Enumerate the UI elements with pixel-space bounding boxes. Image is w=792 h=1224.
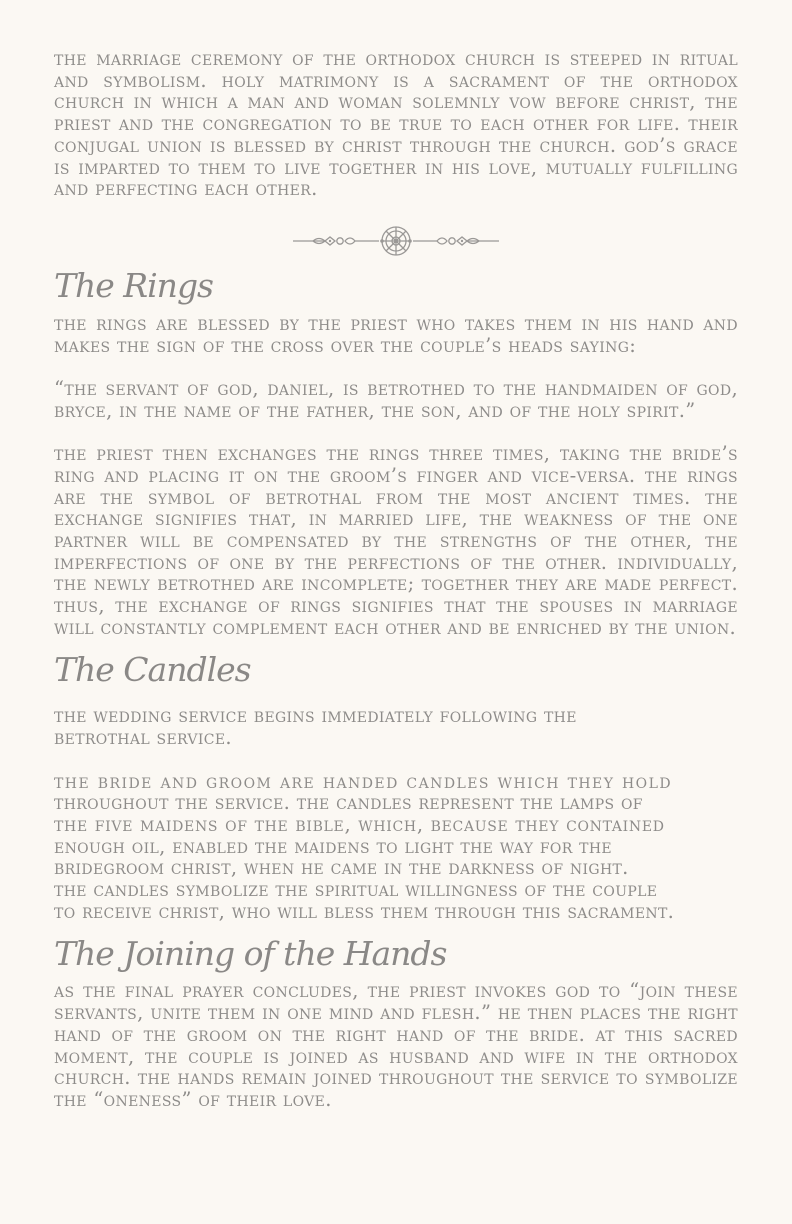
rings-paragraph-1: the rings are blessed by the priest who takes them in his hand and makes the sign of the cross over the couple’s heads saying: [54,311,738,357]
candles-p2-line4: enough oil, enabled the maidens to light the way for the [54,834,612,858]
candles-p2-line2: throughout the service. the candles represent the lamps of [54,791,643,815]
document-page [54,48,738,1111]
heading-the-candles: The Candles [54,650,251,690]
candles-p2-line3: the five maidens of the bible, which, because they contained [54,812,665,836]
heading-joining-of-the-hands: The Joining of the Hands [54,934,447,974]
rings-paragraph-3: the priest then exchanges the rings three times, taking the bride’s ring and placing it on the groom’s finger and vice-versa. the rings are the symbol of betrothal from the most ancient times. the exchange signifies that, in married life, the weakness of the one partner will be compensated by the strengths of the other, the imperfections of one by the perfections of the other. individually, the newly betrothed are incomplete; together they are made perfect. thus, the exchange of rings signifies that the spouses in marriage will constantly complement each other and be enriched by the union. [54,442,738,639]
candles-p1-line1: the wedding service begins immediately following the [54,704,577,728]
rings-paragraph-2: “the servant of god, daniel, is betrothed to the handmaiden of god, bryce, in the name of the father, the son, and of the holy spirit.” [54,377,738,422]
candles-paragraph-1 [54,705,738,748]
intro-paragraph: the marriage ceremony of the orthodox church is steeped in ritual and symbolism. holy matrimony is a sacrament of the orthodox church in which a man and woman solemnly vow before christ, the priest and the congregation to be true to each other for life. their conjugal union is blessed by christ through the church. god’s grace is imparted to them to live together in his love, mutually fulfilling and perfecting each other. [54,47,738,201]
candles-p2-line7: to receive christ, who will bless them through this sacrament. [54,899,675,923]
ornament-divider-icon [291,224,501,258]
candles-paragraph-2 [54,771,738,923]
candles-p1-line2: betrothal service. [54,726,232,750]
candles-p2-line5: bridegroom christ, when he came in the darkness of night. [54,856,629,880]
candles-p2-line6: the candles symbolize the spiritual willingness of the couple [54,878,658,902]
candles-p2-line1: the bride and groom are handed candles which they hold [54,769,673,793]
heading-the-rings: The Rings [54,265,213,305]
hands-paragraph-1: as the final prayer concludes, the priest invokes god to “join these servants, unite them in one mind and flesh.” he then places the right hand of the groom on the right hand of the bride. at this sacred moment, the couple is joined as husband and wife in the orthodox church. the hands remain joined throughout the service to symbolize the “oneness” of their love. [54,979,738,1111]
